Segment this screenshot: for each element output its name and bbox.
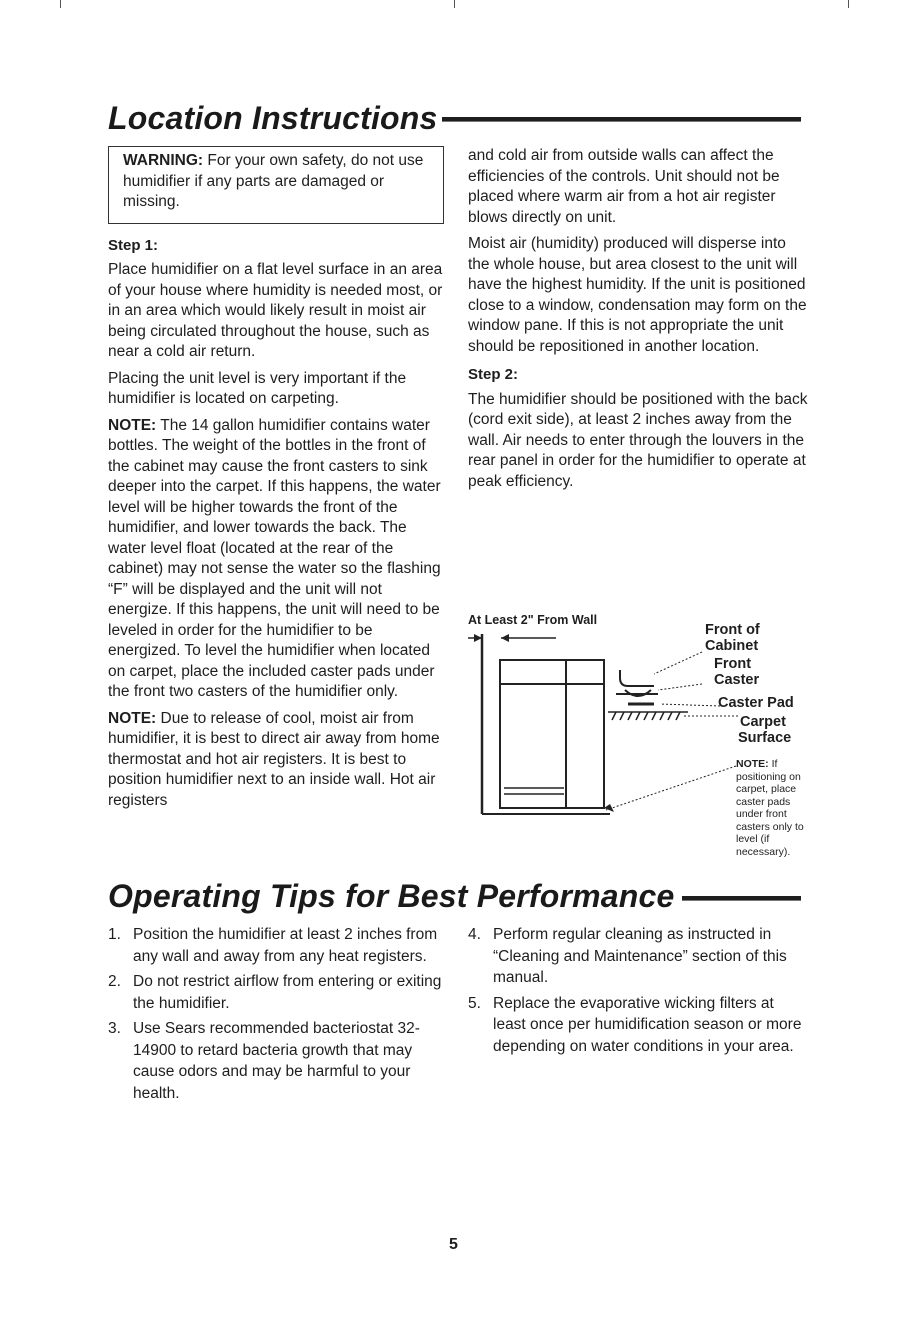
warning-label: WARNING: bbox=[123, 152, 204, 169]
location-left-column bbox=[108, 146, 444, 817]
tip-item bbox=[468, 924, 808, 989]
tip-item bbox=[108, 924, 448, 967]
tip-item bbox=[468, 993, 808, 1058]
step1-note-carpet bbox=[108, 416, 444, 703]
tip-text: Use Sears recommended bacteriostat 32-14900 to retard bacteria growth that may cause odors and may be harmful to your health. bbox=[133, 1020, 420, 1102]
tip-item bbox=[108, 971, 448, 1014]
right-paragraph-1: and cold air from outside walls can affect the efficiencies of the controls. Unit should not be placed where warm air from a hot air register blows directly on unit. bbox=[468, 147, 780, 226]
tip-number: 5. bbox=[468, 994, 481, 1012]
step1-heading: Step 1: bbox=[108, 236, 159, 254]
surface-label: Surface bbox=[738, 730, 792, 746]
caster-label: Caster bbox=[714, 672, 760, 688]
tip-text: Replace the evaporative wicking filters at least once per humidification season or more depending on water conditions in your area. bbox=[493, 994, 802, 1055]
cabinet-label: Cabinet bbox=[705, 638, 759, 654]
caster-pad-label: Caster Pad bbox=[718, 695, 794, 711]
front-of-label: Front of bbox=[705, 622, 760, 638]
front-label: Front bbox=[714, 656, 752, 672]
tips-list-right bbox=[468, 924, 808, 1057]
tips-heading-rule bbox=[682, 896, 801, 901]
tip-number: 2. bbox=[108, 973, 121, 990]
step1-paragraph-1: Place humidifier on a flat level surface in an area of your house where humidity is needed most, or in an area which would likely result in moist air being circulated throughout the house, such as near a cold air return. bbox=[108, 261, 443, 360]
operating-tips-title: Operating Tips for Best Performance bbox=[108, 878, 675, 914]
tip-text: Position the humidifier at least 2 inches from any wall and away from any heat registers. bbox=[133, 926, 438, 965]
tips-list-left bbox=[108, 924, 448, 1104]
step2-paragraph: The humidifier should be positioned with the back (cord exit side), at least 2 inches away from the wall. Air needs to enter through the louvers in the rear panel in order for the humidifier to operate at peak efficiency. bbox=[468, 390, 808, 490]
right-paragraph-2: Moist air (humidity) produced will disperse into the whole house, but area closest to the unit will have the highest humidity. If the unit is positioned close to a window, condensation may form on the window pane. If this is not appropriate the unit should be repositioned in another location. bbox=[468, 235, 807, 355]
step1-paragraph-2: Placing the unit level is very important if the humidifier is located on carpeting. bbox=[108, 369, 407, 407]
location-heading-rule bbox=[442, 117, 801, 122]
diagram-note bbox=[736, 758, 816, 858]
tip-item bbox=[108, 1018, 448, 1104]
tips-right-column bbox=[468, 924, 808, 1061]
placement-diagram bbox=[468, 612, 813, 858]
note-text: Due to release of cool, moist air from humidifier, it is best to direct air away from home thermostat and hot air registers. It is best to position humidifier next to an inside wall. Hot air registers bbox=[108, 709, 440, 809]
wall-distance-label: At Least 2" From Wall bbox=[468, 613, 598, 627]
tip-number: 3. bbox=[108, 1020, 121, 1037]
tip-number: 4. bbox=[468, 926, 481, 943]
step1-note-airflow bbox=[108, 709, 444, 812]
location-right-column bbox=[468, 146, 808, 498]
note-label: NOTE: bbox=[108, 709, 157, 727]
tip-text: Do not restrict airflow from entering or exiting the humidifier. bbox=[133, 973, 442, 1012]
diagram-note-text: If positioning on carpet, place caster pads under front casters only to level (if necessary). bbox=[736, 758, 804, 858]
note-text: The 14 gallon humidifier contains water bottles. The weight of the bottles in the front of the cabinet may cause the front casters to sink deeper into the carpet. If this happens, the water level will be higher towards the front of the humidifier, and lower towards the back. The water level float (located at the rear of the cabinet) may not sense the water so the flashing “F” will be displayed and the unit will not energize. If this happens, the unit will need to be leveled in order for the humidifier to be energized. To level the humidifier when located on carpet, place the included caster pads under the front two casters of the humidifier only. bbox=[108, 416, 441, 700]
note-label: NOTE: bbox=[108, 416, 157, 434]
warning-text: For your own safety, do not use humidifier if any parts are damaged or missing. bbox=[123, 152, 424, 210]
diagram-note-label: NOTE: bbox=[736, 758, 769, 770]
step2-heading: Step 2: bbox=[468, 366, 519, 383]
tip-text: Perform regular cleaning as instructed in “Cleaning and Maintenance” section of this manual. bbox=[493, 926, 787, 986]
location-instructions-title: Location Instructions bbox=[108, 100, 438, 136]
tips-left-column bbox=[108, 924, 448, 1108]
page-number: 5 bbox=[449, 1236, 458, 1253]
tip-number: 1. bbox=[108, 926, 121, 943]
carpet-label: Carpet bbox=[740, 714, 786, 730]
warning-box bbox=[108, 146, 444, 224]
